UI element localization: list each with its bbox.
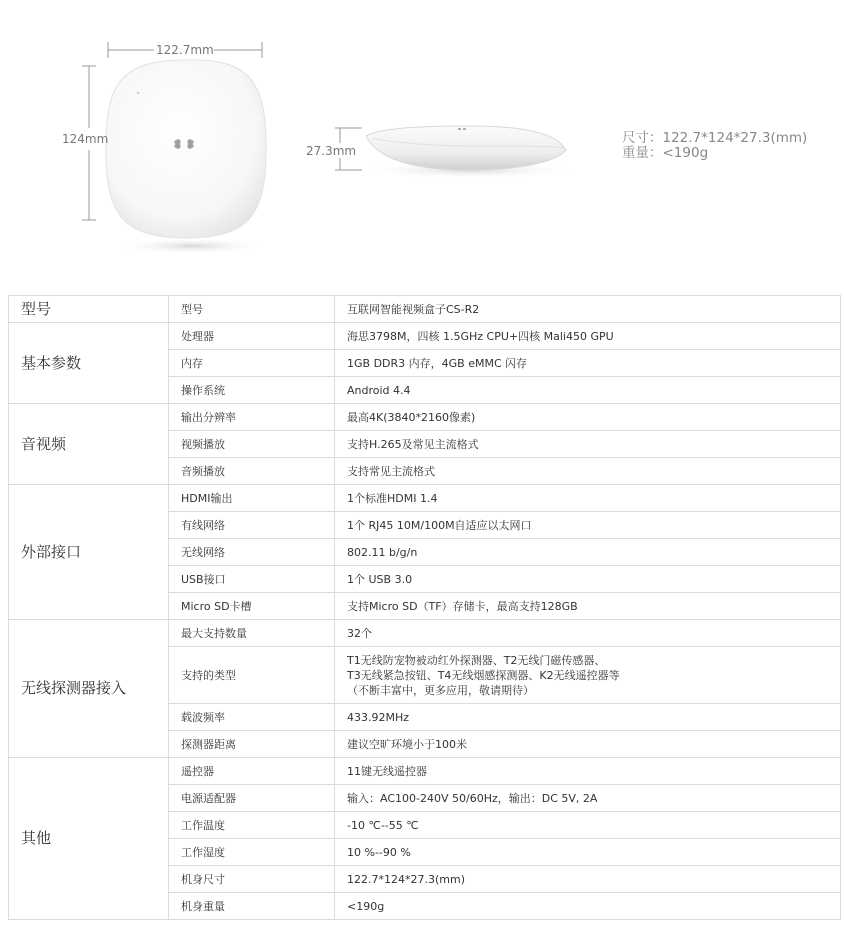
spec-value: 433.92MHz	[335, 704, 841, 731]
table-row	[9, 296, 841, 323]
group-label: 基本参数	[9, 323, 169, 404]
spec-value-line: T3无线紧急按钮、T4无线烟感探测器、K2无线遥控器等	[347, 668, 620, 682]
table-row	[9, 323, 841, 350]
spec-label: 探测器距离	[169, 731, 335, 758]
spec-label: 有线网络	[169, 512, 335, 539]
spec-value: 11键无线遥控器	[335, 758, 841, 785]
spec-value: 10 %--90 %	[335, 839, 841, 866]
spec-label: Micro SD卡槽	[169, 593, 335, 620]
table-row	[9, 485, 841, 512]
spec-label: USB接口	[169, 566, 335, 593]
spec-label: 音频播放	[169, 458, 335, 485]
spec-label: 型号	[169, 296, 335, 323]
thickness-label: 27.3mm	[306, 144, 357, 158]
spec-value: 1个标准HDMI 1.4	[335, 485, 841, 512]
table-row	[9, 620, 841, 647]
spec-value: 输入：AC100-240V 50/60Hz，输出：DC 5V, 2A	[335, 785, 841, 812]
group-label: 外部接口	[9, 485, 169, 620]
spec-label: 操作系统	[169, 377, 335, 404]
spec-label: 支持的类型	[169, 647, 335, 704]
table-row	[9, 404, 841, 431]
top-view-shadow	[114, 238, 270, 254]
spec-value: 122.7*124*27.3(mm)	[335, 866, 841, 893]
spec-weight: 重量：<190g	[622, 145, 709, 161]
spec-value: 支持常见主流格式	[335, 458, 841, 485]
spec-label: 内存	[169, 350, 335, 377]
spec-label: 载波频率	[169, 704, 335, 731]
spec-value: 海思3798M，四核 1.5GHz CPU+四核 Mali450 GPU	[335, 323, 841, 350]
spec-value: 建议空旷环境小于100米	[335, 731, 841, 758]
spec-value: 32个	[335, 620, 841, 647]
spec-value: Android 4.4	[335, 377, 841, 404]
spec-value: -10 ℃--55 ℃	[335, 812, 841, 839]
spec-value: <190g	[335, 893, 841, 920]
spec-label: 视频播放	[169, 431, 335, 458]
spec-value: 支持Micro SD（TF）存储卡，最高支持128GB	[335, 593, 841, 620]
spec-label: 工作湿度	[169, 839, 335, 866]
spec-label: 电源适配器	[169, 785, 335, 812]
group-label: 音视频	[9, 404, 169, 485]
spec-value: 互联网智能视频盒子CS-R2	[335, 296, 841, 323]
spec-label: 无线网络	[169, 539, 335, 566]
spec-value: 1个 RJ45 10M/100M自适应以太网口	[335, 512, 841, 539]
spec-value: 802.11 b/g/n	[335, 539, 841, 566]
spec-size: 尺寸：122.7*124*27.3(mm)	[622, 130, 808, 146]
spec-value-line: （不断丰富中，更多应用，敬请期待）	[347, 683, 534, 697]
spec-table	[8, 295, 841, 920]
group-label: 其他	[9, 758, 169, 920]
spec-value-line: T1无线防宠物被动红外探测器、T2无线门磁传感器、	[347, 653, 606, 667]
height-label: 124mm	[62, 132, 109, 146]
spec-label: 工作温度	[169, 812, 335, 839]
spec-label: HDMI输出	[169, 485, 335, 512]
product-hero	[0, 0, 844, 280]
spec-label: 输出分辨率	[169, 404, 335, 431]
table-row	[9, 758, 841, 785]
spec-value: 1GB DDR3 内存，4GB eMMC 闪存	[335, 350, 841, 377]
spec-value: 最高4K(3840*2160像素)	[335, 404, 841, 431]
spec-label: 机身重量	[169, 893, 335, 920]
spec-table-body	[9, 296, 841, 920]
width-label: 122.7mm	[156, 43, 214, 57]
sensor-dot	[137, 92, 139, 94]
group-label: 型号	[9, 296, 169, 323]
spec-value	[335, 647, 841, 704]
device-top-view	[106, 60, 266, 238]
spec-label: 机身尺寸	[169, 866, 335, 893]
spec-value: 支持H.265及常见主流格式	[335, 431, 841, 458]
spec-label: 最大支持数量	[169, 620, 335, 647]
group-label: 无线探测器接入	[9, 620, 169, 758]
spec-label: 遥控器	[169, 758, 335, 785]
spec-label: 处理器	[169, 323, 335, 350]
spec-value: 1个 USB 3.0	[335, 566, 841, 593]
